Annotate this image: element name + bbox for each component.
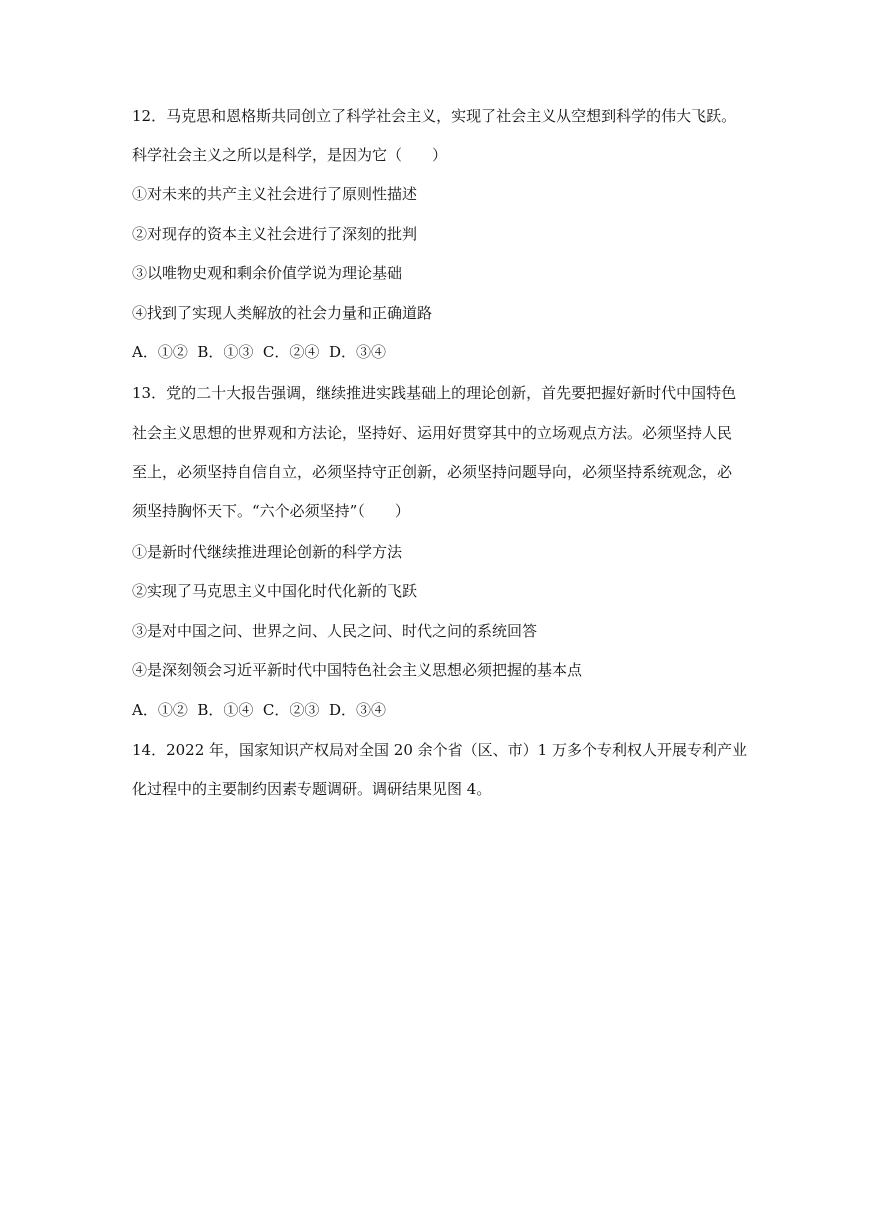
question-13-stem-line-4: 须坚持胸怀天下。“六个必须坚持”（ ） xyxy=(132,502,410,520)
question-12-stem-line-2: 科学社会主义之所以是科学，是因为它（ ） xyxy=(132,146,448,164)
question-12-stem-line-1: 12．马克思和恩格斯共同创立了科学社会主义，实现了社会主义从空想到科学的伟大飞跃。 xyxy=(132,107,737,125)
question-12-option-1: ①对未来的共产主义社会进行了原则性描述 xyxy=(132,185,418,203)
question-13-option-4: ④是深刻领会习近平新时代中国特色社会主义思想必须把握的基本点 xyxy=(132,661,583,679)
question-13-stem-line-3: 至上，必须坚持自信自立，必须坚持守正创新，必须坚持问题导向，必须坚持系统观念，必 xyxy=(132,463,733,481)
question-13-option-3: ③是对中国之问、世界之问、人民之问、时代之问的系统回答 xyxy=(132,622,538,640)
question-14-stem-line-1: 14．2022 年，国家知识产权局对全国 20 余个省（区、市）1 万多个专利权人开展专利产业 xyxy=(132,741,747,759)
question-12-option-2: ②对现存的资本主义社会进行了深刻的批判 xyxy=(132,225,418,243)
question-12-option-4: ④找到了实现人类解放的社会力量和正确道路 xyxy=(132,304,433,322)
question-13-choices: A．①② B．①④ C．②③ D．③④ xyxy=(132,701,386,719)
question-14-stem-line-2: 化过程中的主要制约因素专题调研。调研结果见图 4。 xyxy=(132,780,492,798)
question-12-choices: A．①② B．①③ C．②④ D．③④ xyxy=(132,343,386,361)
question-13-option-1: ①是新时代继续推进理论创新的科学方法 xyxy=(132,543,403,561)
question-13-stem-line-2: 社会主义思想的世界观和方法论，坚持好、运用好贯穿其中的立场观点方法。必须坚持人民 xyxy=(132,424,733,442)
question-13-option-2: ②实现了马克思主义中国化时代化新的飞跃 xyxy=(132,582,418,600)
question-12-option-3: ③以唯物史观和剩余价值学说为理论基础 xyxy=(132,264,403,282)
question-13-stem-line-1: 13．党的二十大报告强调，继续推进实践基础上的理论创新，首先要把握好新时代中国特色 xyxy=(132,384,737,402)
